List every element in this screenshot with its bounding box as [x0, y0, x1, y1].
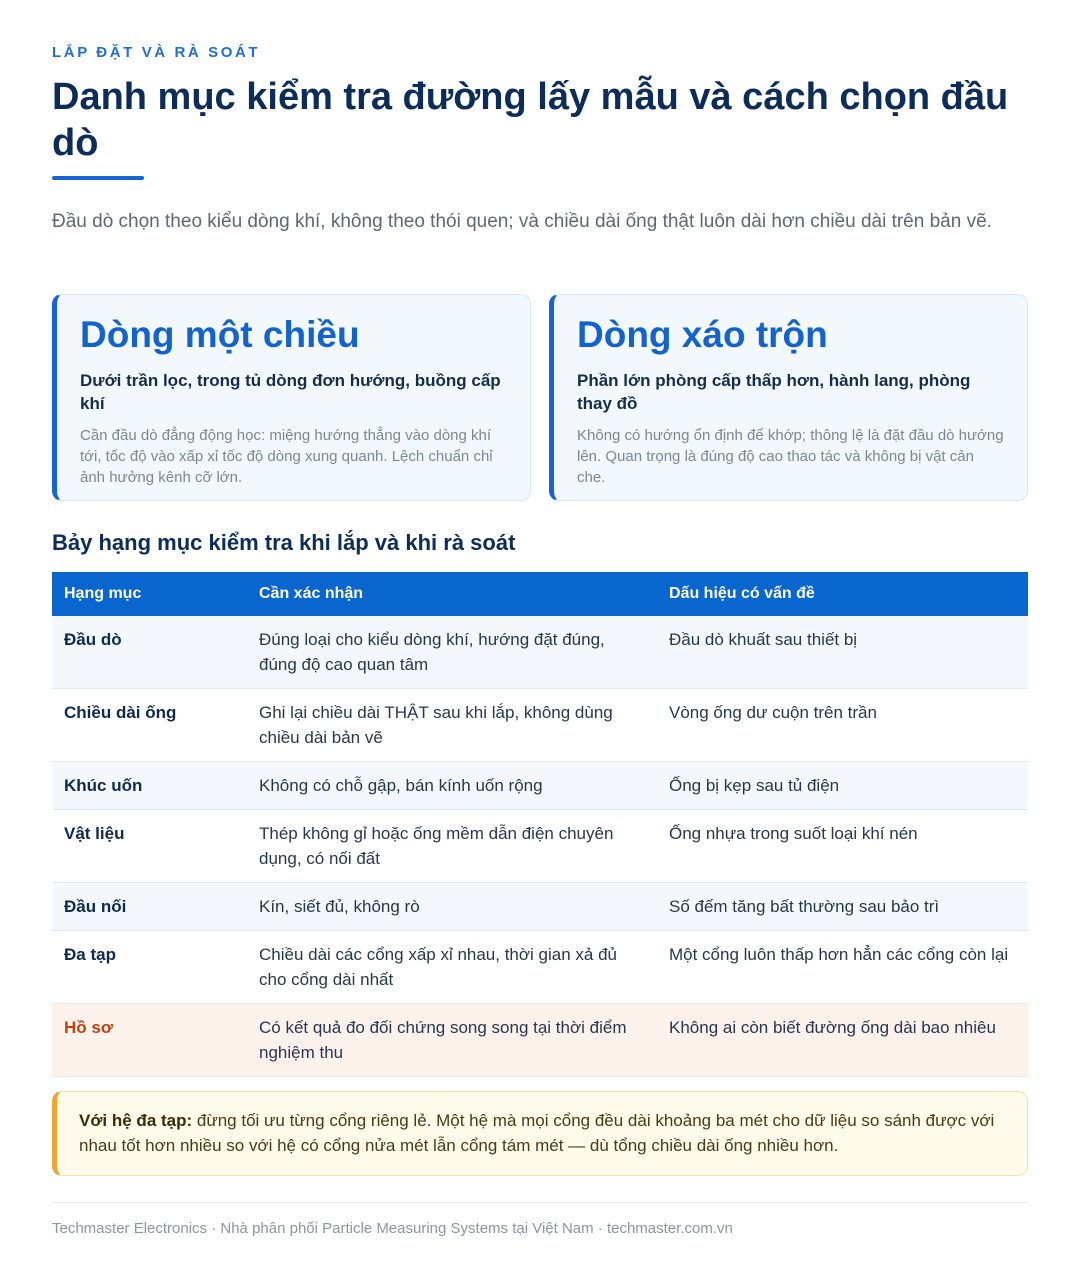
- page-title: Danh mục kiểm tra đường lấy mẫu và cách chọn đầu dò: [52, 76, 1009, 164]
- row-verify: Có kết quả đo đối chứng song song tại thời điểm nghiệm thu: [247, 1004, 657, 1077]
- row-item: Đa tạp: [52, 931, 247, 1004]
- card-heading: Dòng xáo trộn: [577, 314, 828, 355]
- card-turbulent-flow: [549, 294, 1028, 501]
- manifold-note-callout: [52, 1091, 1028, 1176]
- row-warning: Ống nhựa trong suốt loại khí nén: [657, 810, 1028, 883]
- row-verify: Đúng loại cho kiểu dòng khí, hướng đặt đúng, đúng độ cao quan tâm: [247, 616, 657, 689]
- row-warning: Đầu dò khuất sau thiết bị: [657, 616, 1028, 689]
- flow-type-cards: [52, 294, 1028, 501]
- table-header-row: [52, 572, 1028, 616]
- footer-divider: [52, 1202, 1028, 1203]
- row-verify: Không có chỗ gập, bán kính uốn rộng: [247, 762, 657, 810]
- row-item: Vật liệu: [52, 810, 247, 883]
- card-subheading: Phần lớn phòng cấp thấp hơn, hành lang, phòng thay đồ: [577, 371, 971, 413]
- table-row: [52, 810, 1028, 883]
- title-underline: [52, 176, 144, 180]
- checklist-title: Bảy hạng mục kiểm tra khi lắp và khi rà soát: [52, 530, 516, 555]
- column-header-item: Hạng mục: [52, 572, 247, 616]
- table-row-highlighted: [52, 1004, 1028, 1077]
- row-verify: Ghi lại chiều dài THẬT sau khi lắp, không dùng chiều dài bản vẽ: [247, 689, 657, 762]
- note-text: đừng tối ưu từng cổng riêng lẻ. Một hệ mà mọi cổng đều dài khoảng ba mét cho dữ liệu so sánh được với nhau tốt hơn nhiều so với hệ có cổng nửa mét lẫn cổng tám mét — dù tổng chiều dài ống nhiều hơn.: [79, 1111, 995, 1155]
- row-item: Hồ sơ: [52, 1004, 247, 1077]
- row-item: Đầu nối: [52, 883, 247, 931]
- row-item: Khúc uốn: [52, 762, 247, 810]
- note-label: Với hệ đa tạp:: [79, 1111, 193, 1130]
- row-warning: Ống bị kẹp sau tủ điện: [657, 762, 1028, 810]
- column-header-verify: Cần xác nhận: [247, 572, 657, 616]
- column-header-warning-signs: Dấu hiệu có vấn đề: [657, 572, 1028, 616]
- row-warning: Số đếm tăng bất thường sau bảo trì: [657, 883, 1028, 931]
- row-warning: Không ai còn biết đường ống dài bao nhiêu: [657, 1004, 1028, 1077]
- table-row: [52, 689, 1028, 762]
- footer-text: Techmaster Electronics · Nhà phân phối Particle Measuring Systems tại Việt Nam · techmaster.com.vn: [52, 1220, 733, 1237]
- card-body: Cần đầu dò đẳng động học: miệng hướng thẳng vào dòng khí tới, tốc độ vào xấp xỉ tốc độ dòng xung quanh. Lệch chuẩn chỉ ảnh hưởng kênh cỡ lớn.: [80, 427, 493, 486]
- checklist-table: [52, 572, 1028, 1077]
- row-verify: Kín, siết đủ, không rò: [247, 883, 657, 931]
- row-warning: Một cổng luôn thấp hơn hẳn các cổng còn lại: [657, 931, 1028, 1004]
- row-verify: Thép không gỉ hoặc ống mềm dẫn điện chuyên dụng, có nối đất: [247, 810, 657, 883]
- table-row: [52, 931, 1028, 1004]
- card-body: Không có hướng ổn định để khớp; thông lệ là đặt đầu dò hướng lên. Quan trọng là đúng độ cao thao tác và không bị vật cản che.: [577, 427, 1004, 486]
- eyebrow-label: LẮP ĐẶT VÀ RÀ SOÁT: [52, 44, 261, 61]
- row-item: Chiều dài ống: [52, 689, 247, 762]
- lead-paragraph: Đầu dò chọn theo kiểu dòng khí, không theo thói quen; và chiều dài ống thật luôn dài hơn chiều dài trên bản vẽ.: [52, 211, 992, 232]
- card-heading: Dòng một chiều: [80, 314, 360, 355]
- card-unidirectional-flow: [52, 294, 531, 501]
- row-item: Đầu dò: [52, 616, 247, 689]
- table-row: [52, 883, 1028, 931]
- row-warning: Vòng ống dư cuộn trên trần: [657, 689, 1028, 762]
- table-row: [52, 616, 1028, 689]
- row-verify: Chiều dài các cổng xấp xỉ nhau, thời gian xả đủ cho cổng dài nhất: [247, 931, 657, 1004]
- card-subheading: Dưới trần lọc, trong tủ dòng đơn hướng, buồng cấp khí: [80, 371, 501, 413]
- table-row: [52, 762, 1028, 810]
